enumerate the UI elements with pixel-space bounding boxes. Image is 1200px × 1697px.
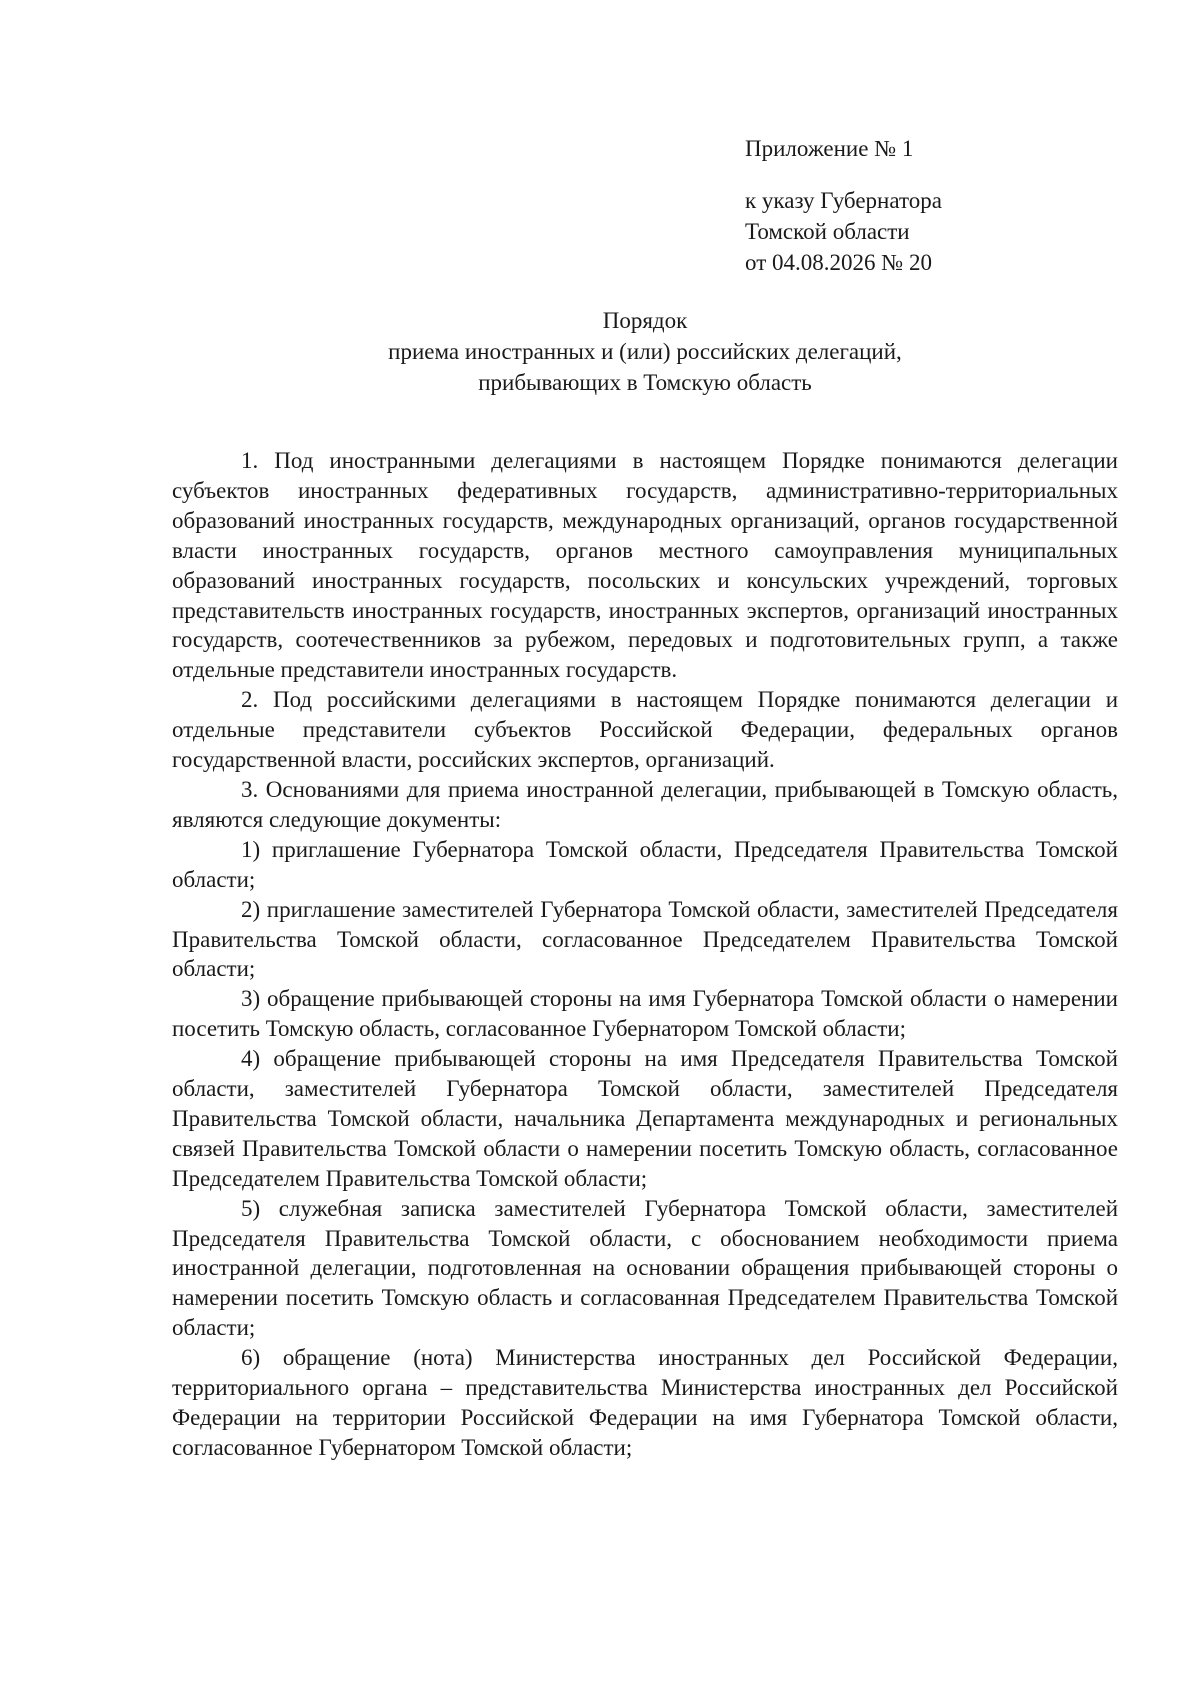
annex-date-line: от 04.08.2026 № 20 xyxy=(745,250,932,275)
list-item-3: 3) обращение прибывающей стороны на имя Губернатора Томской области о намерении посетить Томскую область, согласованное Губернатором Томской области; xyxy=(172,986,1118,1042)
annex-block xyxy=(745,133,942,278)
list-item-1: 1) приглашение Губернатора Томской области, Председателя Правительства Томской области; xyxy=(172,836,1118,892)
annex-title: Приложение № 1 xyxy=(745,136,914,161)
paragraph-3: 3. Основаниями для приема иностранной делегации, прибывающей в Томскую область, являются следующие документы: xyxy=(172,776,1118,832)
document-body xyxy=(172,446,1118,1463)
heading-subtitle-line-1: приема иностранных и (или) российских делегаций, xyxy=(388,339,902,364)
heading-title: Порядок xyxy=(602,308,688,333)
document-heading xyxy=(170,305,1120,398)
paragraph-2: 2. Под российскими делегациями в настоящем Порядке понимаются делегации и отдельные представители субъектов Российской Федерации, федеральных органов государственной власти, российских экспертов, организаций. xyxy=(172,687,1118,773)
heading-subtitle-line-2: прибывающих в Томскую область xyxy=(478,370,812,395)
list-item-4: 4) обращение прибывающей стороны на имя Председателя Правительства Томской области, заместителей Губернатора Томской области, заместителей Председателя Правительства Томской области, начальника Департамента международных и региональных связей Правительства Томской области о намерении посетить Томскую область, согласованное Председателем Правительства Томской области; xyxy=(172,1046,1118,1191)
list-item-5: 5) служебная записка заместителей Губернатора Томской области, заместителей Председателя Правительства Томской области, с обоснованием необходимости приема иностранной делегации, подготовленная на основании обращения прибывающей стороны о намерении посетить Томскую область и согласованная Председателем Правительства Томской области; xyxy=(172,1195,1118,1341)
paragraph-1: 1. Под иностранными делегациями в настоящем Порядке понимаются делегации субъектов иностранных федеративных государств, административно-территориальных образований иностранных государств, международных организаций, органов государственной власти иностранных государств, органов местного самоуправления муниципальных образований иностранных государств, посольских и консульских учреждений, торговых представительств иностранных государств, иностранных экспертов, организаций иностранных государств, соотечественников за рубежом, передовых и подготовительных групп, а также отдельные представители иностранных государств. xyxy=(172,448,1118,683)
list-item-2: 2) приглашение заместителей Губернатора Томской области, заместителей Председателя Правительства Томской области, согласованное Председателем Правительства Томской области; xyxy=(172,896,1118,982)
annex-decree-line: к указу Губернатора xyxy=(745,188,942,213)
list-item-6: 6) обращение (нота) Министерства иностранных дел Российской Федерации, территориального органа – представительства Министерства иностранных дел Российской Федерации на территории Российской Федерации на имя Губернатора Томской области, согласованное Губернатором Томской области; xyxy=(172,1345,1118,1460)
annex-region-line: Томской области xyxy=(745,219,910,244)
